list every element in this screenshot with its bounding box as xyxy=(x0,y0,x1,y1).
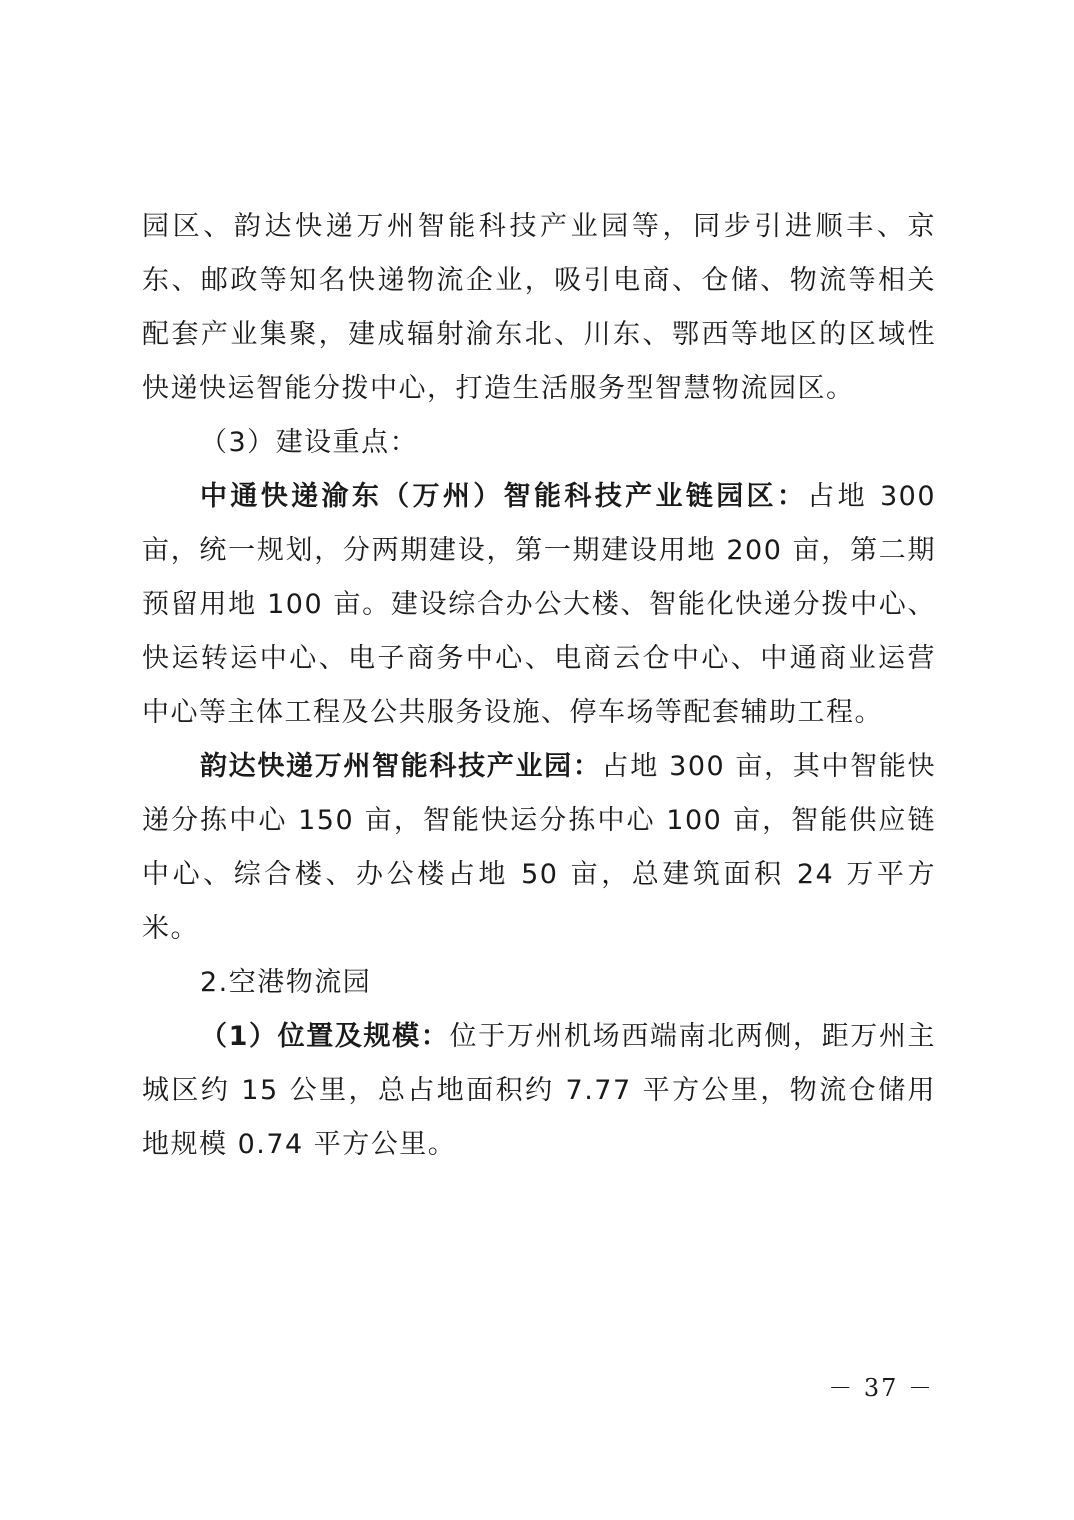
body-text xyxy=(142,200,936,1172)
location-scale-title: （1）位置及规模： xyxy=(200,1021,450,1052)
heading-construction-focus: （3）建设重点： xyxy=(200,427,419,458)
heading-airport-logistics-park: 2.空港物流园 xyxy=(200,967,372,998)
zto-park-title: 中通快递渝东（万州）智能科技产业链园区： xyxy=(200,481,808,512)
paragraph-location-scale xyxy=(142,1010,936,1172)
paragraph-yunda-park xyxy=(142,740,936,956)
paragraph-park-intro: 园区、韵达快递万州智能科技产业园等，同步引进顺丰、京东、邮政等知名快递物流企业，吸引电商、仓储、物流等相关配套产业集聚，建成辐射渝东北、川东、鄂西等地区的区域性快递快运智能分拨中心，打造生活服务型智慧物流园区。 xyxy=(142,211,936,404)
yunda-park-title: 韵达快递万州智能科技产业园： xyxy=(200,751,602,782)
page-number: － 37 － xyxy=(828,1374,934,1402)
location-scale-description: 位于万州机场西端南北两侧，距万州主城区约 15 公里，总占地面积约 7.77 平方公里，物流仓储用地规模 0.74 平方公里。 xyxy=(142,1021,937,1160)
paragraph-zto-park xyxy=(142,470,936,740)
yunda-park-description: 占地 300 亩，其中智能快递分拣中心 150 亩，智能快运分拣中心 100 亩，智能供应链中心、综合楼、办公楼占地 50 亩，总建筑面积 24 万平方米。 xyxy=(142,751,937,944)
zto-park-description: 占地 300 亩，统一规划，分两期建设，第一期建设用地 200 亩，第二期预留用地 100 亩。建设综合办公大楼、智能化快递分拨中心、快运转运中心、电子商务中心、电商云仓中心、中通商业运营中心等主体工程及公共服务设施、停车场等配套辅助工程。 xyxy=(142,481,937,728)
